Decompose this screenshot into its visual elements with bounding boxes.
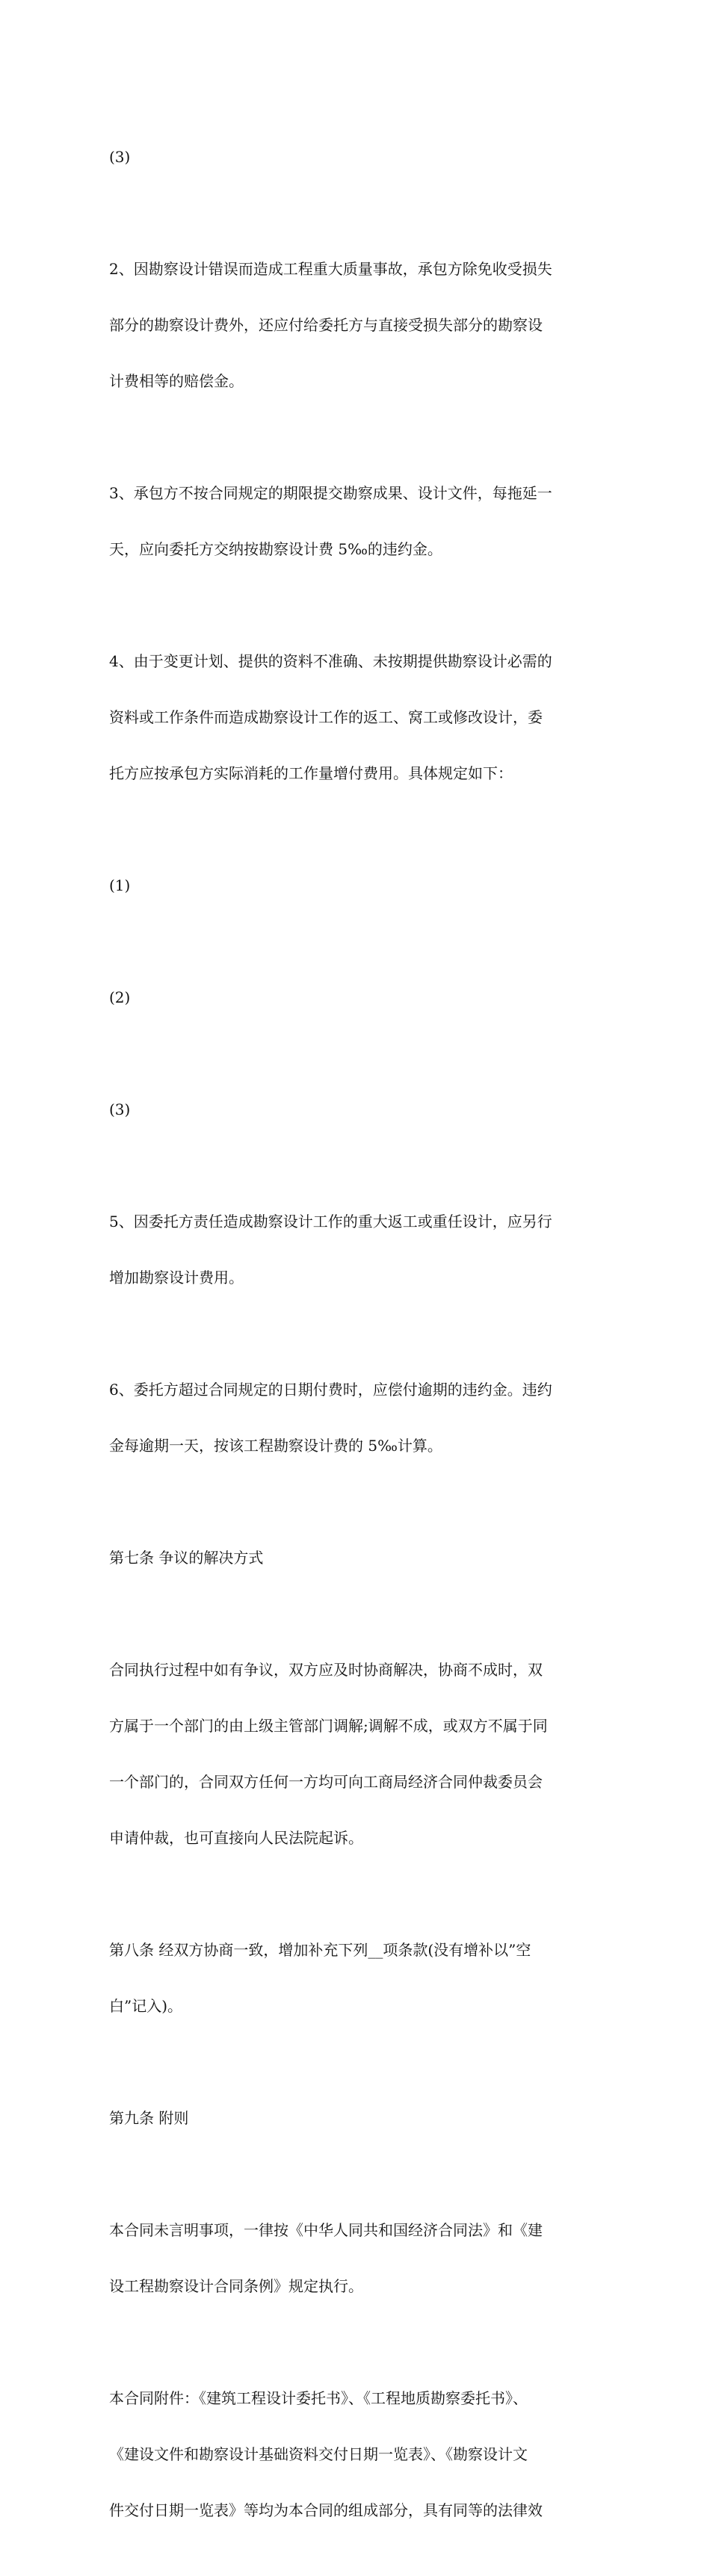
text-line: 件交付日期一览表》等均为本合同的组成部分，具有同等的法律效 <box>109 2501 543 2519</box>
text-line: 申请仲裁，也可直接向人民法院起诉。 <box>109 1829 363 1847</box>
clause-3-paragraph <box>109 447 605 596</box>
text-line: 第七条 争议的解决方式 <box>109 1549 264 1567</box>
text-line: 设工程勘察设计合同条例》规定执行。 <box>109 2277 363 2295</box>
clause-4-paragraph <box>109 615 605 820</box>
article-7-body <box>109 1623 605 1885</box>
article-9-body-1 <box>109 2184 605 2333</box>
text-line: (1) <box>109 876 131 894</box>
article-8-paragraph <box>109 1904 605 2053</box>
text-line: 计费相等的赔偿金。 <box>109 372 244 390</box>
article-7-heading <box>109 1511 605 1605</box>
text-line: 合同执行过程中如有争议，双方应及时协商解决，协商不成时，双 <box>109 1661 543 1679</box>
text-line: 4、由于变更计划、提供的资料不准确、未按期提供勘察设计必需的 <box>109 652 552 670</box>
text-line: 本合同未言明事项，一律按《中华人同共和国经济合同法》和《建 <box>109 2221 543 2239</box>
text-line: (3) <box>109 148 131 166</box>
item-3-a <box>109 111 605 204</box>
text-line: 一个部门的，合同双方任何一方均可向工商局经济合同仲裁委员会 <box>109 1773 543 1791</box>
text-line: 部分的勘察设计费外，还应付给委托方与直接受损失部分的勘察设 <box>109 316 543 334</box>
text-line: 6、委托方超过合同规定的日期付费时，应偿付逾期的违约金。违约 <box>109 1381 552 1399</box>
item-2 <box>109 951 605 1044</box>
document-page <box>109 111 605 2576</box>
text-line: 金每逾期一天，按该工程勘察设计费的 5‰计算。 <box>109 1437 442 1455</box>
clause-2-paragraph <box>109 223 605 428</box>
article-9-body-2 <box>109 2352 605 2557</box>
text-line: (3) <box>109 1100 131 1118</box>
text-line: 第八条 经双方协商一致，增加补充下列__项条款(没有增补以”空 <box>109 1941 531 1959</box>
text-line: 白”记入)。 <box>109 1997 183 2015</box>
text-line: 5、因委托方责任造成勘察设计工作的重大返工或重任设计，应另行 <box>109 1213 552 1230</box>
text-line: 《建设文件和勘察设计基础资料交付日期一览表》、《勘察设计文 <box>109 2445 528 2463</box>
text-line: (2) <box>109 988 131 1006</box>
text-line: 资料或工作条件而造成勘察设计工作的返工、窝工或修改设计，委 <box>109 708 543 726</box>
clause-5-paragraph <box>109 1175 605 1325</box>
text-line: 天，应向委托方交纳按勘察设计费 5‰的违约金。 <box>109 540 442 558</box>
article-9-heading <box>109 2072 605 2165</box>
text-line: 3、承包方不按合同规定的期限提交勘察成果、设计文件，每拖延一 <box>109 484 552 502</box>
text-line: 2、因勘察设计错误而造成工程重大质量事故，承包方除免收受损失 <box>109 260 552 278</box>
text-line: 托方应按承包方实际消耗的工作量增付费用。具体规定如下： <box>109 764 513 782</box>
text-line: 本合同附件：《建筑工程设计委托书》、《工程地质勘察委托书》、 <box>109 2389 528 2407</box>
text-line: 方属于一个部门的由上级主管部门调解;调解不成，或双方不属于同 <box>109 1717 548 1735</box>
text-line: 增加勘察设计费用。 <box>109 1269 244 1287</box>
item-1 <box>109 839 605 932</box>
text-line: 第九条 附则 <box>109 2109 189 2127</box>
item-3-b <box>109 1063 605 1157</box>
clause-6-paragraph <box>109 1343 605 1493</box>
